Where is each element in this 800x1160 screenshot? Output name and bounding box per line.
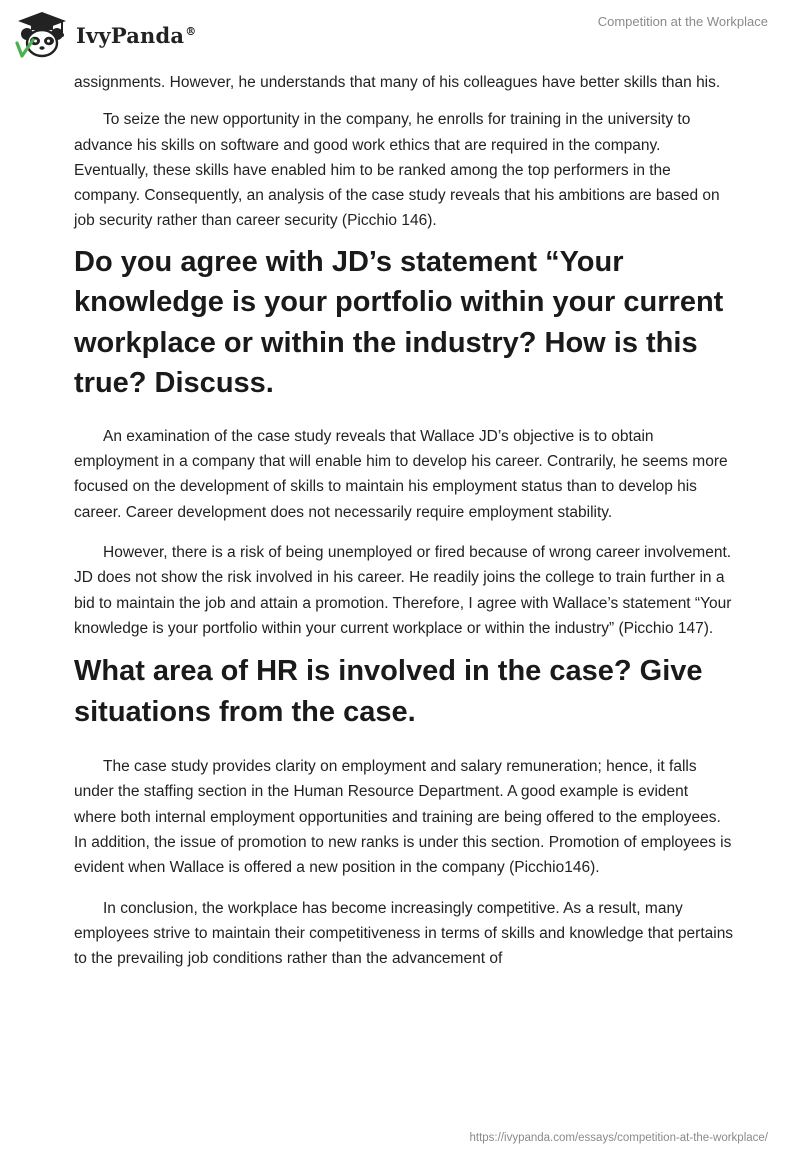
panda-graduate-icon — [14, 10, 70, 60]
section-heading-1: Do you agree with JD’s statement “Your knowledge is your portfolio within your current workplace or within the industry? How is this true? Discuss. — [74, 245, 724, 400]
paragraph-2: To seize the new opportunity in the company, he enrolls for training in the university to advance his skills on software and good work ethics that are required in the company. Eventually, these skills have enabled him to be ranked among the top performers in the company. Consequently, an analysis of the case study reveals that his ambitions are based on job security rather than career security (Picchio 146). — [74, 111, 720, 230]
page-header — [0, 0, 800, 70]
paragraph-1: assignments. However, he understands that many of his colleagues have better skills than his. — [74, 74, 721, 91]
section-heading-2: What area of HR is involved in the case? Give situations from the case. — [74, 655, 703, 728]
essay-content — [74, 70, 734, 985]
paragraph-6: In conclusion, the workplace has become increasingly competitive. As a result, many employees strive to maintain their competitiveness in terms of skills and knowledge that pertains to the prevailing job conditions rather than the advancement of — [74, 899, 734, 968]
paragraph-3: An examination of the case study reveals that Wallace JD’s objective is to obtain employment in a company that will enable him to develop his career. Contrarily, he seems more focused on the development of skills to maintain his employment status than to develop his career. Career development does not necessarily require employment stability. — [74, 427, 728, 521]
ivypanda-logo[interactable] — [14, 10, 196, 60]
source-url[interactable]: https://ivypanda.com/essays/competition-at-the-workplace/ — [469, 1132, 768, 1144]
paragraph-5: The case study provides clarity on employment and salary remuneration; hence, it falls under the staffing section in the Human Resource Department. A good example is evident where both internal employment opportunities and training are being offered to the employees. In addition, the issue of promotion to new ranks is under this section. Promotion of employees is evident when Wallace is offered a new position in the company (Picchio146). — [74, 758, 732, 877]
registered-mark: ® — [185, 24, 197, 38]
paragraph-4: However, there is a risk of being unemployed or fired because of wrong career involvement. JD does not show the risk involved in his career. He readily joins the college to train further in a bid to maintain the job and attain a promotion. Therefore, I agree with Wallace’s statement “Your knowledge is your portfolio within your current workplace or within the industry” (Picchio 147). — [74, 543, 732, 637]
document-title: Competition at the Workplace — [597, 14, 768, 29]
logo-text: IvyPanda® — [76, 22, 197, 48]
